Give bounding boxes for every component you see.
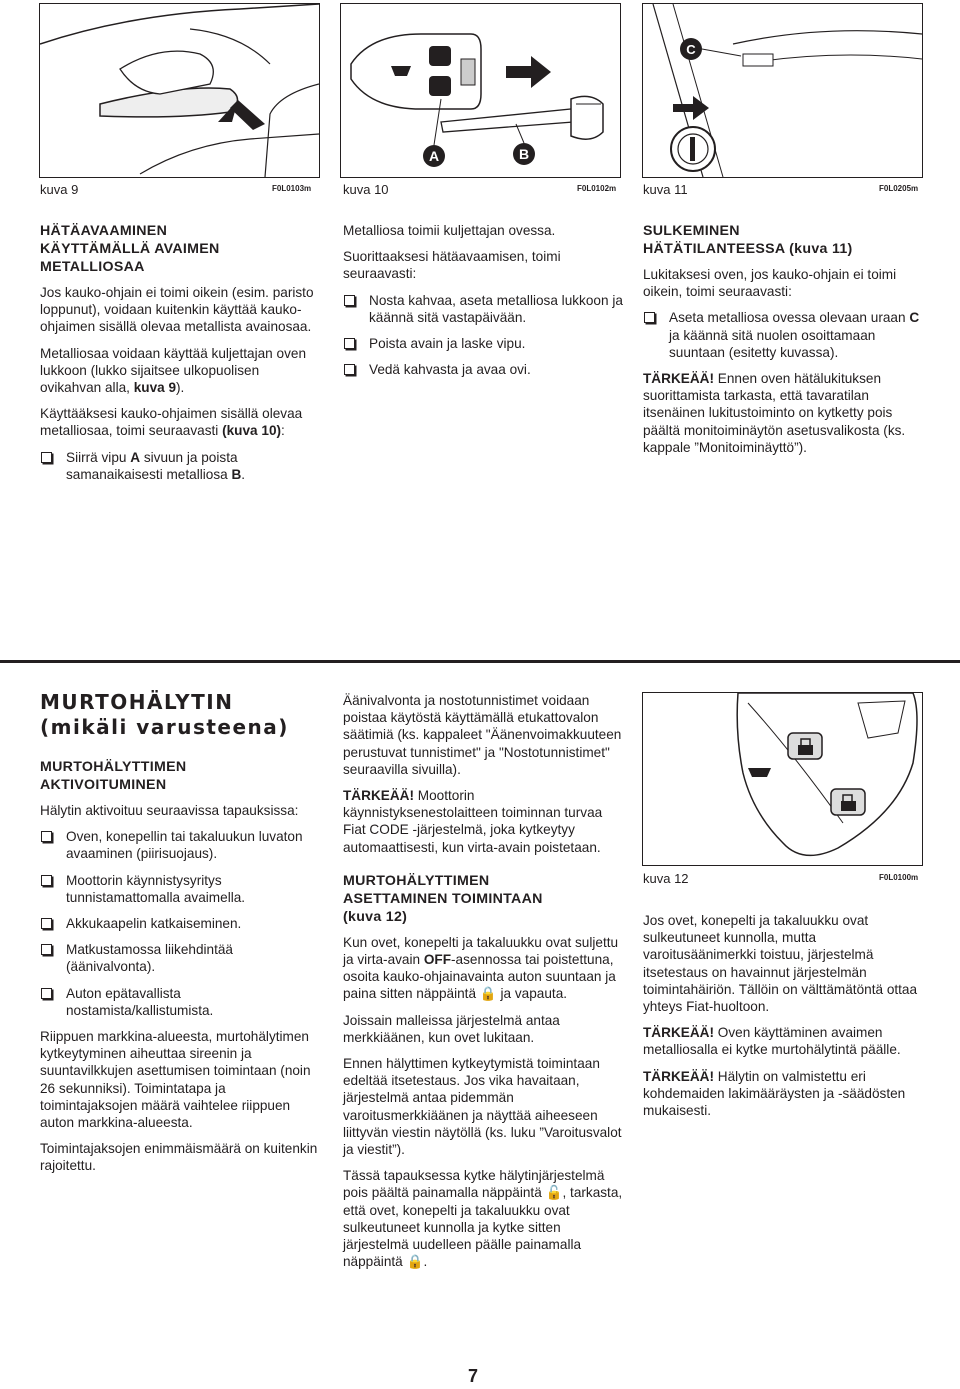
figure-12-caption: kuva 12 [643, 871, 689, 886]
figure-11 [642, 3, 923, 178]
figure-10-label-a: A [428, 148, 440, 164]
section-heading-alarm-activation: MURTOHÄLYTTIMEN AKTIVOITUMINEN [40, 759, 187, 793]
important-note [643, 1068, 923, 1120]
text: OFF [423, 952, 452, 968]
text: . [241, 466, 246, 482]
figure-reference: (kuva 10) [222, 423, 282, 439]
text: ). [176, 380, 185, 396]
page-title [40, 690, 320, 740]
text: Metalliosaa voidaan käyttää kuljettajan oven lukkoon (lukko sijaitsee ulkopuolisen ovikahvan alla, [40, 345, 307, 396]
door-handle-illustration [40, 4, 319, 177]
paragraph: Suorittaaksesi hätäavaamisen, toimi seuraavasti: [343, 249, 561, 282]
important-note [643, 370, 923, 456]
figure-11-label-c: C [686, 42, 696, 57]
top-column-3 [643, 222, 923, 465]
instruction-list [40, 449, 320, 483]
list-item: Moottorin käynnistysyritys tunnistamattomalla avaimella. [40, 872, 320, 906]
list-item [40, 449, 320, 483]
list-item: Oven, konepellin tai takaluukun luvaton avaaminen (piirisuojaus). [40, 828, 320, 862]
top-column-2 [343, 222, 623, 387]
important-note [643, 1024, 923, 1058]
figure-9-caption: kuva 9 [40, 182, 79, 197]
paragraph [40, 345, 320, 397]
title-line: MURTOHÄLYTIN [40, 690, 234, 714]
text: , tarkasta, että ovet, konepelti ja takaluukku ovat sulkeutuneet kunnolla ja kytke sitten järjestelmä uudelleen päälle painamalla näppäintä [343, 1185, 623, 1270]
figure-10-code: F0L0102m [577, 184, 617, 193]
paragraph: Joissain malleissa järjestelmä antaa merkkiäänen, kun ovet lukitaan. [343, 1012, 560, 1045]
paragraph: Jos kauko-ohjain ei toimi oikein (esim. paristo loppunut), voidaan kuitenkin käyttää kauko-ohjaimen sisällä olevaa metallista avainosaa. [40, 285, 314, 335]
trigger-list [40, 828, 320, 1019]
paragraph [40, 405, 320, 439]
figure-reference: kuva 9 [133, 380, 177, 396]
important-label: TÄRKEÄÄ! [643, 1025, 714, 1041]
unlock-icon: 🔓 [545, 1185, 563, 1201]
instruction-list [643, 309, 923, 361]
list-item: Akkukaapelin katkaiseminen. [40, 915, 320, 932]
text: Hälytin on valmistettu eri kohdemaiden lakimääräysten ja -säädösten mukaisesti. [643, 1068, 906, 1119]
figure-9-code: F0L0103m [272, 184, 312, 193]
text: sivuun ja poista samanaikaisesti metalliosa [66, 449, 238, 482]
text: Aseta metalliosa ovessa olevaan uraan [669, 310, 910, 326]
paragraph: Ennen hälyttimen kytkeytymistä toimintaan edeltää itsetestaus. Jos vika havaitaan, järjestelmä antaa pidemmän varoitusmerkkiäänen ja näyttää aiheeseen liittyvän viestin näytöllä (ks. luku ”Varoitusvalot ja viestit”). [343, 1056, 622, 1158]
top-column-1 [40, 222, 320, 492]
text: Käyttääksesi kauko-ohjaimen sisällä olevaa metalliosaa, toimi seuraavasti [40, 406, 303, 439]
lock-icon: 🔒 [406, 1254, 424, 1270]
paragraph [343, 1167, 623, 1270]
important-note [343, 787, 623, 856]
text: Oven käyttäminen avaimen metalliosalla ei kytke murtohälytintä päälle. [643, 1025, 901, 1058]
paragraph: Riippuen markkina-alueesta, murtohälytimen kytkeytyminen aiheuttaa sireenin ja suuntavilkkujen asettumisen toimintaan (noin 26 sekunniksi). Toimintatapa ja toimintajaksojen määrä vaihtelee riippuen auton markkina-alueesta. [40, 1029, 311, 1131]
important-label: TÄRKEÄÄ! [343, 788, 414, 804]
text: : [281, 423, 285, 439]
text: SULKEMINEN HÄTÄTILANTEESSA [643, 223, 785, 257]
text: B [231, 466, 242, 482]
list-item: Auton epätavallista nostamista/kallistumista. [40, 985, 320, 1019]
list-item: Nosta kahvaa, aseta metalliosa lukkoon ja käännä sitä vastapäivään. [343, 292, 623, 326]
figure-11-code: F0L0205m [879, 184, 919, 193]
figure-12 [642, 692, 923, 866]
figure-11-caption: kuva 11 [643, 182, 688, 197]
text: ja vapauta. [496, 986, 568, 1002]
list-item: Vedä kahvasta ja avaa ovi. [343, 361, 623, 378]
section-divider [0, 660, 960, 663]
bottom-column-1 [40, 690, 320, 1184]
paragraph: Äänivalvonta ja nostotunnistimet voidaan poistaa käytöstä käyttämällä etukattovalon säätimiä (ks. kappaleet "Äänenvoimakkuuteen perustuvat tunnistimet" ja "Nostotunnistimet" seuraavilla sivuilla). [343, 693, 622, 777]
text: Siirrä vipu [66, 449, 131, 465]
text: C [909, 310, 920, 326]
text: ja käännä sitä nuolen osoittamaan suuntaan (esitetty kuvassa). [669, 327, 876, 360]
text: Moottorin käynnistyksenestolaitteen toiminnan turvaa Fiat CODE -järjestelmä, joka kytkeytyy automaattisesti, kun virta-avain poistetaan. [343, 788, 603, 855]
section-heading-emergency-locking [643, 222, 923, 258]
title-line: (mikäli varusteena) [40, 715, 289, 739]
figure-10 [340, 3, 621, 178]
figure-9 [39, 3, 320, 178]
figure-10-label-b: B [518, 146, 530, 162]
paragraph [343, 934, 623, 1003]
paragraph: Hälytin aktivoituu seuraavissa tapauksissa: [40, 803, 299, 818]
paragraph: Lukitaksesi oven, jos kauko-ohjain ei toimi oikein, toimi seuraavasti: [643, 267, 897, 300]
paragraph: Toimintajaksojen enimmäismäärä on kuitenkin rajoitettu. [40, 1141, 318, 1174]
section-heading-emergency-opening: HÄTÄAVAAMINEN KÄYTTÄMÄLLÄ AVAIMEN METALLIOSAA [40, 223, 220, 275]
key-fob-metal-blade-illustration [341, 4, 620, 177]
section-heading-alarm-setting: MURTOHÄLYTTIMEN ASETTAMINEN TOIMINTAAN (kuva 12) [343, 872, 543, 925]
figure-12-code: F0L0100m [879, 873, 919, 882]
page-number: 7 [468, 1366, 479, 1386]
bottom-column-3 [643, 912, 923, 1128]
paragraph: Jos ovet, konepelti ja takaluukku ovat sulkeutuneet kunnolla, mutta varoitusäänimerkki toistuu, järjestelmä itsetestaus on havainnut järjestelmän toimintahäiriön. Tällöin on välttämätöntä ottaa yhteys Fiat-huoltoon. [643, 913, 918, 1015]
figure-10-caption: kuva 10 [343, 182, 389, 197]
text: -asennossa tai poistettuna, osoita kauko-ohjainavainta auton suuntaan ja paina sitten näppäintä [343, 952, 616, 1002]
text: Tässä tapauksessa kytke hälytinjärjestelmä pois päältä painamalla näppäintä [343, 1168, 605, 1201]
important-label: TÄRKEÄÄ! [643, 1068, 714, 1084]
text: Ennen oven hätälukituksen suorittamista tarkasta, että tavaratilan itsenäinen lukitustoiminto on kytketty pois päältä monitoiminäytön asetusvalikosta (ks. kappale ”Monitoiminäyttö”). [643, 371, 906, 455]
instruction-list [343, 292, 623, 379]
bottom-column-2 [343, 692, 623, 1279]
figure-reference: (kuva 11) [789, 241, 853, 257]
important-label: TÄRKEÄÄ! [643, 371, 714, 387]
text: . [423, 1254, 428, 1270]
lock-icon: 🔒 [479, 986, 497, 1002]
list-item [643, 309, 923, 361]
door-lock-slot-illustration [643, 4, 922, 177]
list-item: Poista avain ja laske vipu. [343, 335, 623, 352]
key-fob-illustration [643, 693, 922, 865]
list-item: Matkustamossa liikehdintää (äänivalvonta). [40, 941, 320, 975]
paragraph: Metalliosa toimii kuljettajan ovessa. [343, 223, 556, 238]
text: Kun ovet, konepelti ja takaluukku ovat suljettu ja virta-avain [343, 934, 619, 968]
text: A [130, 449, 141, 465]
